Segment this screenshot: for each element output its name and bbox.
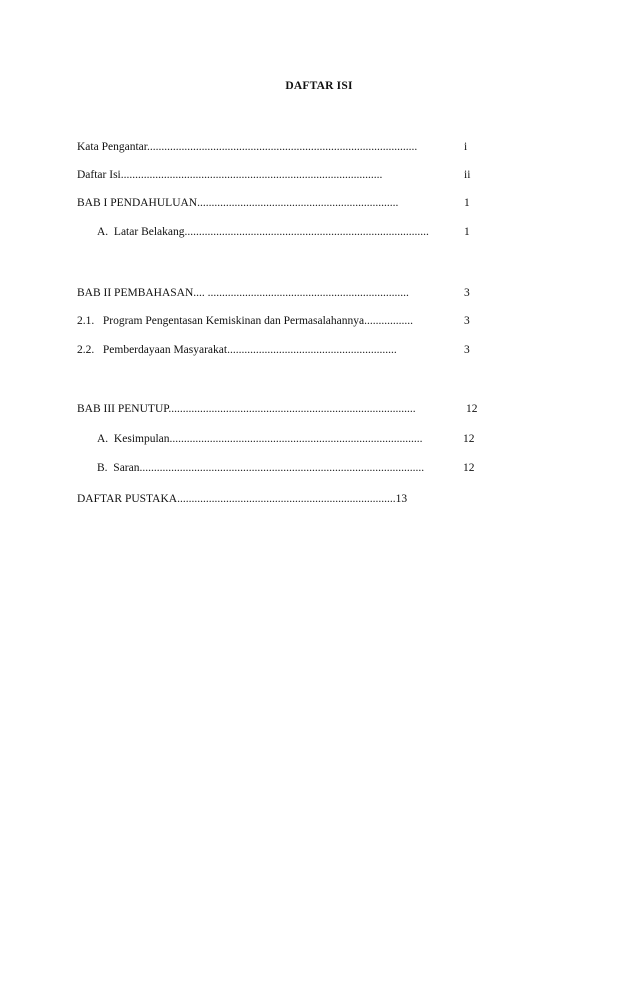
toc-leader: ........................................................... — [227, 344, 397, 356]
page-title: DAFTAR ISI — [285, 80, 353, 92]
toc-label: A. Latar Belakang — [97, 226, 185, 238]
toc-page-number: 13 — [395, 493, 408, 505]
toc-page-number: 12 — [466, 403, 478, 415]
toc-leader: ........................................................................................... — [120, 169, 383, 181]
toc-label: DAFTAR PUSTAKA — [77, 493, 178, 505]
toc-page-number: 12 — [463, 462, 475, 474]
toc-page-number: 1 — [464, 226, 470, 238]
toc-label: A. Kesimpulan — [97, 433, 170, 445]
toc-leader: .............................................................................................. — [146, 141, 418, 153]
toc-entry-bab-2 — [77, 286, 409, 300]
toc-label: 2.1. Program Pengentasan Kemiskinan dan Permasalahannya — [77, 315, 365, 327]
toc-entry-kesimpulan — [97, 432, 423, 446]
toc-label: Daftar Isi — [77, 169, 121, 181]
toc-page-number: 3 — [464, 344, 470, 356]
toc-leader: ..................................................................................... — [184, 226, 429, 238]
toc-entry-latar-belakang — [97, 225, 429, 239]
toc-label: B. Saran — [97, 462, 140, 474]
toc-entry-kata-pengantar — [77, 140, 417, 154]
toc-label: BAB II PEMBAHASAN — [77, 287, 194, 299]
toc-entry-daftar-pustaka — [77, 492, 407, 506]
toc-entry-2-1 — [77, 314, 413, 328]
toc-leader: ...................................................................................... — [168, 403, 416, 415]
toc-entry-saran — [97, 461, 424, 475]
toc-page-number: 3 — [464, 287, 470, 299]
toc-page-number: ii — [464, 169, 471, 181]
toc-entry-2-2 — [77, 343, 397, 357]
toc-entry-bab-3 — [77, 402, 416, 416]
toc-leader: ...................................................................... — [197, 197, 399, 209]
toc-entry-daftar-isi — [77, 168, 382, 182]
toc-entry-bab-1 — [77, 196, 398, 210]
toc-label: Kata Pengantar — [77, 141, 147, 153]
toc-page-number: 3 — [464, 315, 470, 327]
toc-label: BAB III PENUTUP — [77, 403, 169, 415]
toc-page-number: 1 — [464, 197, 470, 209]
toc-leader: ................................................................................................... — [139, 462, 425, 474]
toc-leader: .... ...................................................................... — [193, 287, 409, 299]
toc-leader: ................. — [364, 315, 413, 327]
toc-leader: ............................................................................ — [177, 493, 396, 505]
toc-page-number: i — [464, 141, 468, 153]
toc-label: BAB I PENDAHULUAN — [77, 197, 198, 209]
toc-label: 2.2. Pemberdayaan Masyarakat — [77, 344, 228, 356]
toc-page-number: 12 — [463, 433, 475, 445]
toc-leader: ........................................................................................ — [169, 433, 423, 445]
